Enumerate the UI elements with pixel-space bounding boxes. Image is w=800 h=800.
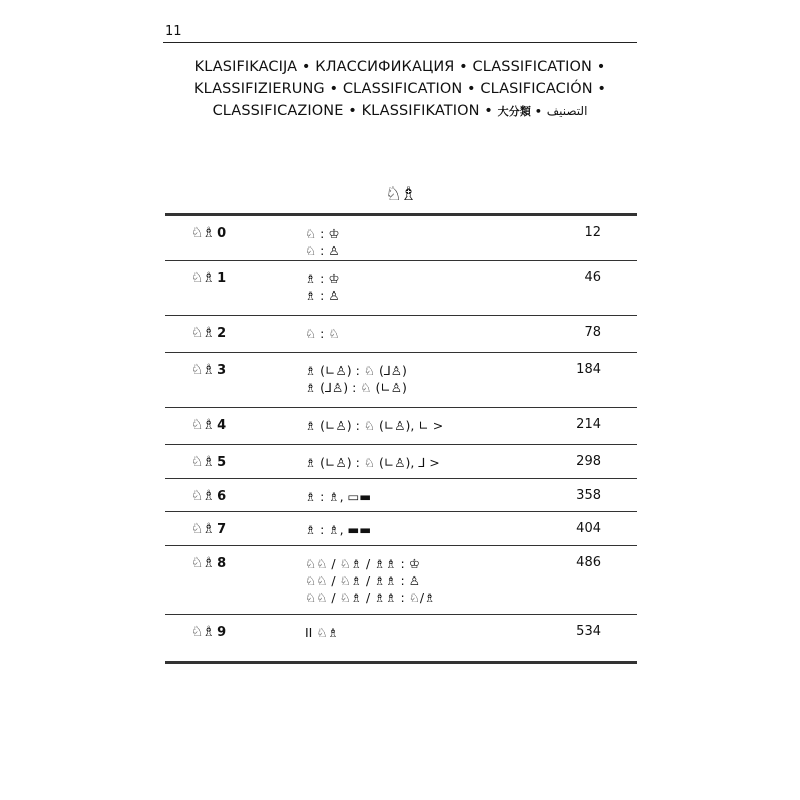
knight-bishop-icon: ♘♗ xyxy=(191,362,215,378)
class-number: 0 xyxy=(217,226,227,241)
class-description xyxy=(305,521,371,538)
description-line: ♘ : ♘ xyxy=(305,326,340,341)
description-line: II ♘♗ xyxy=(305,625,339,640)
table-row xyxy=(165,261,637,316)
class-description xyxy=(305,270,340,304)
heading-arabic-text: التصنيف xyxy=(546,104,588,118)
heading-cjk-text: 大分類 • xyxy=(497,105,543,118)
table-row xyxy=(165,353,637,408)
class-number: 7 xyxy=(217,522,227,537)
class-description xyxy=(305,417,443,434)
class-number: 8 xyxy=(217,556,227,571)
class-number: 6 xyxy=(217,489,227,504)
description-line: ♘ : ♔ xyxy=(305,226,340,241)
page-reference[interactable]: 12 xyxy=(584,225,601,240)
page-reference[interactable]: 78 xyxy=(584,325,601,340)
class-code[interactable] xyxy=(191,454,259,470)
class-number: 3 xyxy=(217,363,227,378)
knight-bishop-icon: ♘♗ xyxy=(191,270,215,286)
class-description xyxy=(305,225,340,259)
description-line: ♗ (∟♙) : ♘ (⅃♙) xyxy=(305,363,407,378)
description-line: ♗ : ♗, ▬▬ xyxy=(305,522,372,537)
class-number: 2 xyxy=(217,326,227,341)
page-reference[interactable]: 358 xyxy=(576,488,601,503)
knight-bishop-icon: ♘♗ xyxy=(191,624,215,640)
knight-bishop-icon: ♘♗ xyxy=(191,325,215,341)
description-line: ♗ (∟♙) : ♘ (∟♙), ∟ > xyxy=(305,418,444,433)
heading-line-3-text: CLASSIFICAZIONE • KLASSIFIKATION • xyxy=(212,103,493,119)
table-row xyxy=(165,546,637,615)
class-code[interactable] xyxy=(191,488,259,504)
table-row xyxy=(165,445,637,479)
class-code[interactable] xyxy=(191,225,259,241)
class-code[interactable] xyxy=(191,417,259,433)
class-number: 4 xyxy=(217,418,227,433)
description-line: ♘♘ / ♘♗ / ♗♗ : ♘/♗ xyxy=(305,590,436,605)
description-line: ♗ : ♗, ▭▬ xyxy=(305,489,372,504)
page-reference[interactable]: 46 xyxy=(584,270,601,285)
description-line: ♗ : ♙ xyxy=(305,288,340,303)
page-number: 11 xyxy=(165,24,182,39)
table-row xyxy=(165,316,637,353)
table-row xyxy=(165,479,637,512)
class-number: 9 xyxy=(217,625,227,640)
description-line: ♗ (⅃♙) : ♘ (∟♙) xyxy=(305,380,407,395)
knight-bishop-icon: ♘♗ xyxy=(191,454,215,470)
class-code[interactable] xyxy=(191,362,259,378)
knight-bishop-icon: ♘♗ xyxy=(191,555,215,571)
class-code[interactable] xyxy=(191,521,259,537)
page-reference[interactable]: 214 xyxy=(576,417,601,432)
table-row xyxy=(165,512,637,546)
description-line: ♗ (∟♙) : ♘ (∟♙), ⅃ > xyxy=(305,455,440,470)
table-row xyxy=(165,615,637,661)
class-number: 1 xyxy=(217,271,227,286)
page-reference[interactable]: 298 xyxy=(576,454,601,469)
header-rule xyxy=(163,42,637,43)
heading-line-2: KLASSIFIZIERUNG • CLASSIFICATION • CLASIFICACIÓN • xyxy=(193,81,607,97)
class-code[interactable] xyxy=(191,325,259,341)
knight-bishop-icon: ♘♗ xyxy=(191,521,215,537)
knight-bishop-icon: ♘♗ xyxy=(191,417,215,433)
class-code[interactable] xyxy=(191,270,259,286)
table-row xyxy=(165,216,637,261)
class-code[interactable] xyxy=(191,624,259,640)
classification-heading xyxy=(163,56,637,123)
knight-bishop-icon: ♘♗ xyxy=(191,225,215,241)
description-line: ♘♘ / ♘♗ / ♗♗ : ♔ xyxy=(305,556,420,571)
class-description xyxy=(305,555,435,606)
class-number: 5 xyxy=(217,455,227,470)
page-reference[interactable]: 534 xyxy=(576,624,601,639)
knight-bishop-icon: ♘♗ xyxy=(191,488,215,504)
heading-line-3 xyxy=(163,100,637,123)
heading-line-1: KLASIFIKACIJA • КЛАССИФИКАЦИЯ • CLASSIFICATION • xyxy=(194,59,606,75)
page-reference[interactable]: 486 xyxy=(576,555,601,570)
classification-table xyxy=(165,213,637,664)
class-description xyxy=(305,454,440,471)
description-line: ♘ : ♙ xyxy=(305,243,340,258)
page-reference[interactable]: 184 xyxy=(576,362,601,377)
description-line: ♘♘ / ♘♗ / ♗♗ : ♙ xyxy=(305,573,420,588)
table-row xyxy=(165,408,637,445)
page-reference[interactable]: 404 xyxy=(576,521,601,536)
class-description xyxy=(305,362,407,396)
class-description xyxy=(305,488,371,505)
class-description xyxy=(305,325,340,342)
class-description xyxy=(305,624,339,641)
class-code[interactable] xyxy=(191,555,259,571)
section-symbol: ♘♗ xyxy=(384,183,416,205)
description-line: ♗ : ♔ xyxy=(305,271,340,286)
